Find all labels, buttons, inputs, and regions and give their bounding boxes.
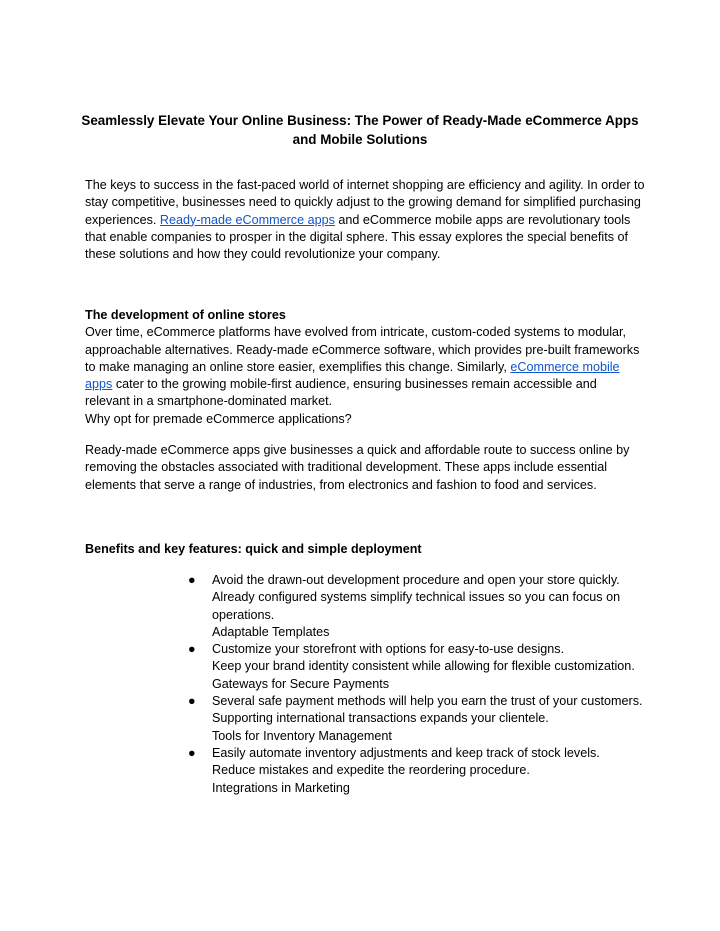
bullet-extra: Keep your brand identity consistent while allowing for flexible customization. — [212, 659, 635, 674]
development-heading: The development of online stores — [85, 308, 286, 322]
bullet-icon: ● — [188, 573, 196, 587]
bullet-text: Easily automate inventory adjustments and keep track of stock levels. — [212, 745, 600, 760]
bullet-subtitle: Adaptable Templates — [212, 624, 330, 639]
development-text-start: Over time, eCommerce platforms have evolved from intricate, custom-coded systems to modular, approachable alternatives. Ready-made eCommerce software, which provides pre-built frameworks to make managing an online store easier, exemplifies this change. Similarly, — [85, 325, 640, 374]
benefits-heading: Benefits and key features: quick and simple deployment — [85, 542, 422, 556]
benefits-list — [188, 572, 648, 797]
list-item — [188, 641, 648, 693]
bullet-extra: Supporting international transactions expands your clientele. — [212, 711, 549, 726]
why-question: Why opt for premade eCommerce applications? — [85, 411, 352, 426]
bullet-text: Customize your storefront with options for easy-to-use designs. — [212, 642, 565, 657]
intro-text-end: and eCommerce mobile apps are revolutionary tools that enable companies to prosper in the digital sphere. This essay explores the special benefits of these solutions and how they could revolutionize your company. — [85, 212, 631, 262]
bullet-icon: ● — [188, 694, 196, 709]
bullet-text: Several safe payment methods will help you earn the trust of your customers. — [212, 694, 643, 709]
ready-made-ecommerce-apps-link[interactable]: Ready-made eCommerce apps — [159, 212, 335, 227]
development-section — [85, 307, 645, 428]
list-item — [188, 745, 648, 797]
list-item — [188, 693, 648, 745]
bullet-subtitle: Gateways for Secure Payments — [212, 676, 390, 691]
intro-paragraph — [85, 177, 645, 263]
bullet-icon: ● — [188, 642, 196, 657]
bullet-subtitle: Tools for Inventory Management — [212, 728, 392, 743]
document-title: Seamlessly Elevate Your Online Business: The Power of Ready-Made eCommerce Apps and Mobile Solutions — [81, 113, 639, 147]
ecommerce-mobile-apps-link[interactable]: eCommerce mobile apps — [85, 359, 620, 392]
intro-text-start: The keys to success in the fast-paced world of internet shopping are efficiency and agility. In order to stay competitive, businesses need to quickly adjust to the growing demand for simplified purchasing experiences. — [85, 178, 645, 227]
list-item — [188, 572, 648, 641]
bullet-extra: Reduce mistakes and expedite the reordering procedure. — [212, 763, 530, 778]
bullet-text: Avoid the drawn-out development procedure and open your store quickly. Already configured systems simplify technical issues so you can focus on operations. — [212, 573, 621, 622]
development-text-end: cater to the growing mobile-first audience, ensuring businesses remain accessible and relevant in a smartphone-dominated market. — [85, 377, 597, 409]
why-paragraph: Ready-made eCommerce apps give businesses a quick and affordable route to success online by removing the obstacles associated with traditional development. These apps include essential elements that serve a range of industries, from electronics and fashion to food and services. — [85, 443, 630, 492]
bullet-subtitle: Integrations in Marketing — [212, 780, 350, 795]
bullet-icon: ● — [188, 745, 196, 760]
